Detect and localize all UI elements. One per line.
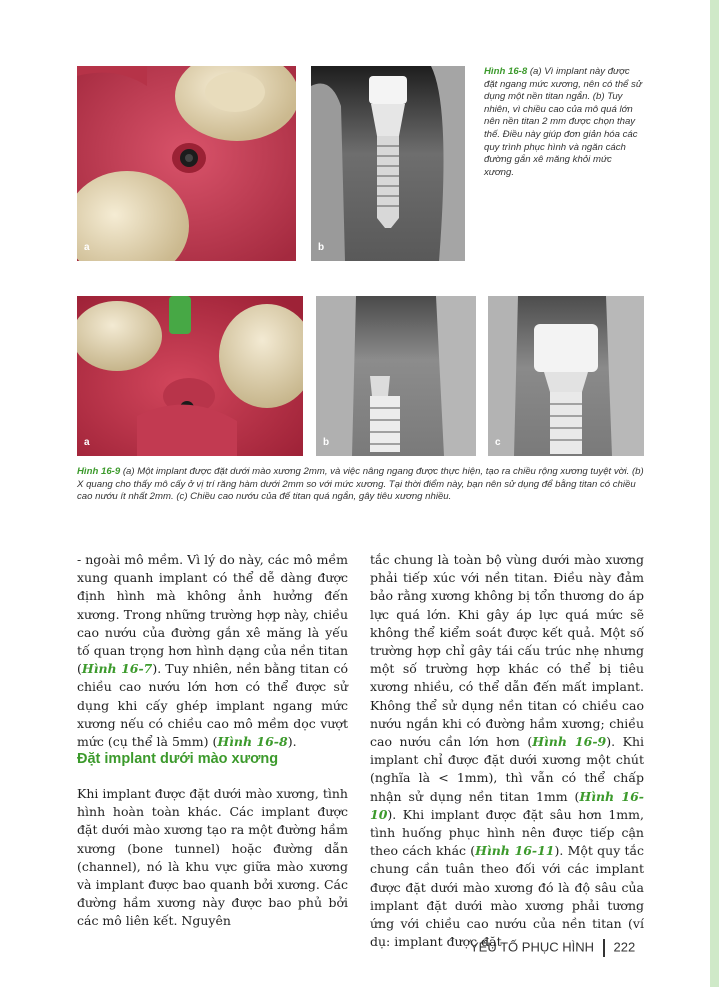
figure-16-9-caption (77, 466, 644, 504)
section-heading: Đặt implant dưới mào xương (77, 751, 279, 767)
figure-label: Hình 16-9 (77, 466, 121, 477)
xray-16-9b (316, 296, 476, 456)
panel-letter: a (84, 242, 90, 253)
photo-16-9a (77, 296, 303, 456)
page-edge-strip (710, 0, 719, 987)
text-run: tắc chung là toàn bộ vùng dưới mào xương phải tiếp xúc với nền titan. Điều này đảm bảo rằng xương không bị tổn thương do áp lực quá lớn. Khi gây áp lực quá mức sẽ không thể kiểm soát được kết quả. Một số trường hợp chỉ gây tái cấu trúc nhẹ nhưng một số trường hợp khác có thể bị tiêu xương nhiều, có thể dẫn đến mất implant. Không thể sử dụng nền titan có chiều cao nướu ngắn khi có đường hầm xương; chiều cao nướu cần lớn hơn ( (370, 552, 644, 750)
xray-16-8b (311, 66, 465, 261)
figure-ref-link[interactable]: Hình 16-7 (81, 661, 153, 677)
left-column-paragraph-2 (77, 785, 348, 931)
page-number: 222 (613, 939, 636, 955)
panel-letter: a (84, 437, 90, 448)
figure-ref-link[interactable]: Hình 16-11 (475, 843, 555, 859)
photo-16-8a (77, 66, 296, 261)
left-column-paragraph-1 (77, 551, 348, 751)
figure-label: Hình 16-8 (484, 66, 528, 77)
text-run: ). Khi implant được đặt sâu hơn 1mm, tình huống phục hình nên được tiếp cận theo cách khác ( (370, 806, 644, 859)
footer-divider (603, 939, 605, 957)
panel-letter: b (318, 242, 325, 253)
text-run: - ngoài mô mềm. Vì lý do này, các mô mềm xung quanh implant có thể dễ dàng được định hình mà không ảnh hưởng đến xương. Trong những trường hợp này, chiều cao nướu của đường gắn xê măng là yếu tố quan trọng hơn hình dạng của nền titan ( (77, 552, 348, 677)
figure-16-8-caption (484, 66, 644, 179)
text-run: ). Một quy tắc chung cần tuân theo đối với các implant được đặt dưới mào xương đó là độ sâu của implant đặt dưới mào xương phải tương ứng với chiều cao nướu của nền titan (ví dụ: implant được đặt (370, 843, 644, 950)
figure-ref-link[interactable]: Hình 16-8 (217, 734, 288, 750)
xray-16-9c (488, 296, 644, 456)
caption-text: (a) Vì implant này được đặt ngang mức xương, nên có thể sử dụng một nền titan ngắn. (b) Tuy nhiên, vì chiều cao của mô quá lớn nên nền titan 2 mm được chọn thay thế. Điều này giúp đơn giản hóa các quy trình phục hình và ngăn cách đường gắn xê măng khỏi mức xương. (484, 66, 642, 178)
page-footer (470, 939, 635, 957)
figure-ref-link[interactable]: Hình 16-10 (370, 788, 644, 822)
right-column-paragraph (370, 551, 644, 951)
text-run: ). (287, 734, 297, 750)
panel-letter: b (323, 437, 330, 448)
text-run: ). Tuy nhiên, nền bằng titan có chiều cao nướu lớn hơn có thể được sử dụng khi cấy ghép implant ngang mức xương nếu có chiều cao mô mềm dọc vượt mức (cụ thể là 5mm) ( (77, 661, 348, 750)
paragraph-text: Khi implant được đặt dưới mào xương, tình hình hoàn toàn khác. Các implant được đặt dưới mào xương tạo ra một đường hầm xương (bone tunnel) hoặc đường dẫn (channel), nó là khu vực giữa mào xương và implant được bao quanh bởi xương. Các đường hầm xương này được bao phủ bởi các mô liên kết. Nguyên (77, 786, 348, 929)
running-title: YẾU TỐ PHỤC HÌNH (470, 939, 594, 955)
text-run: ). Khi implant chỉ được đặt dưới xương một chút (nghĩa là < 1mm), thì vẫn có thể chấp nhận sử dụng nền titan 1mm ( (370, 734, 644, 804)
figure-ref-link[interactable]: Hình 16-9 (532, 734, 607, 750)
caption-text: (a) Một implant được đặt dưới mào xương 2mm, và việc nâng ngang được thực hiện, tạo ra chiều rộng xương tuyệt vời. (b) X quang cho thấy mô cấy ở vị trí răng hàm dưới 2mm so với mức xương. Tại thời điểm này, bạn nên sử dụng để bằng titan có chiều cao nướu ít nhất 2mm. (c) Chiều cao nướu của đế titan quá ngắn, gây tiêu xương nhiều. (77, 466, 644, 503)
panel-letter: c (495, 437, 501, 448)
